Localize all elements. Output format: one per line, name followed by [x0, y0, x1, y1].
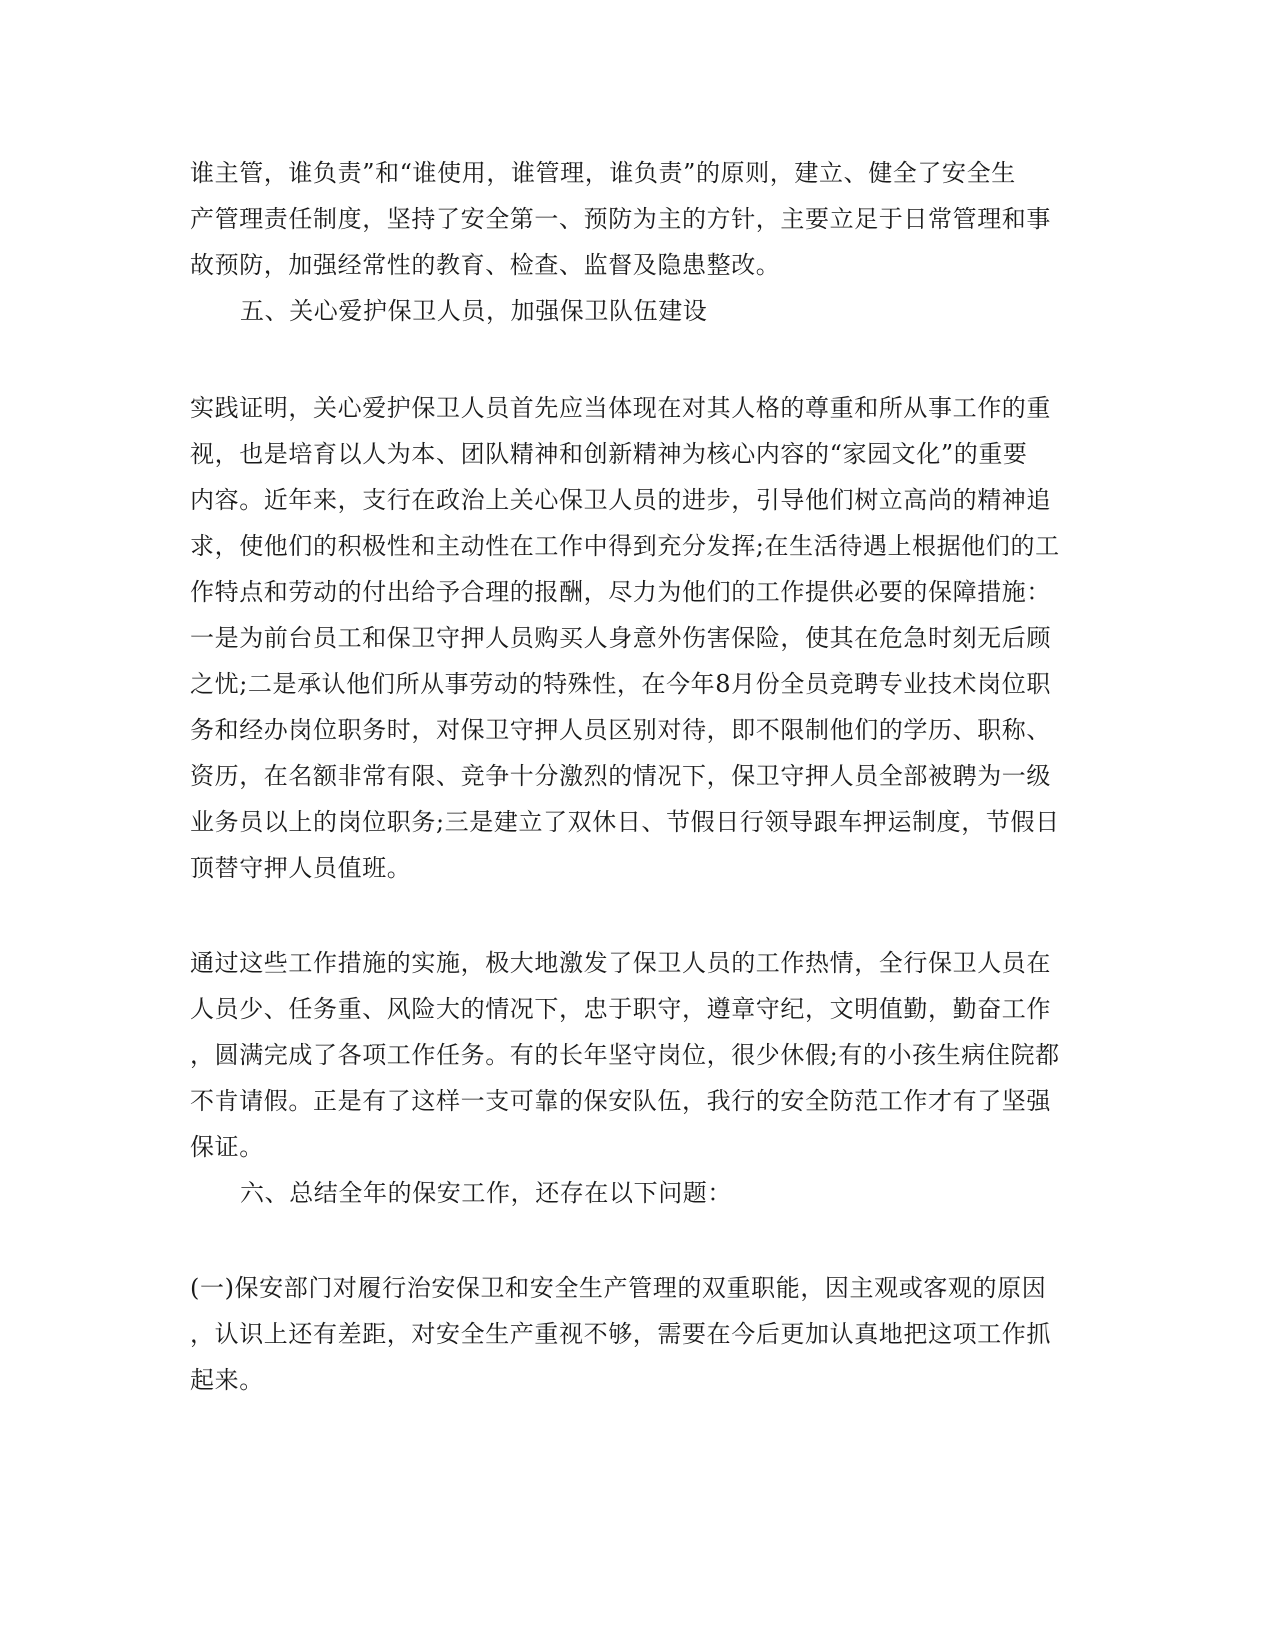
paragraph-line: 故预防，加强经常性的教育、检查、监督及隐患整改。 [190, 251, 781, 279]
paragraph-line: 起来。 [190, 1366, 264, 1394]
paragraph-line: 通过这些工作措施的实施，极大地激发了保卫人员的工作热情，全行保卫人员在 [190, 949, 1051, 977]
paragraph-line: 作特点和劳动的付出给予合理的报酬，尽力为他们的工作提供必要的保障措施： [190, 578, 1051, 606]
paragraph-line: 人员少、任务重、风险大的情况下，忠于职守，遵章守纪，文明值勤，勤奋工作 [190, 995, 1051, 1023]
paragraph-line: 实践证明，关心爱护保卫人员首先应当体现在对其人格的尊重和所从事工作的重 [190, 394, 1051, 422]
paragraph-line: 谁主管，谁负责”和“谁使用，谁管理，谁负责”的原则，建立、健全了安全生 [190, 159, 1016, 187]
paragraph-line: 不肯请假。正是有了这样一支可靠的保安队伍，我行的安全防范工作才有了坚强 [190, 1087, 1051, 1115]
paragraph-line: ，圆满完成了各项工作任务。有的长年坚守岗位，很少休假;有的小孩生病住院都 [190, 1041, 1060, 1069]
paragraph-line: 视，也是培育以人为本、团队精神和创新精神为核心内容的“家园文化”的重要 [190, 440, 1028, 468]
paragraph-line: 保证。 [190, 1133, 264, 1161]
paragraph-line: 务和经办岗位职务时，对保卫守押人员区别对待，即不限制他们的学历、职称、 [190, 716, 1051, 744]
paragraph-line: 求，使他们的积极性和主动性在工作中得到充分发挥;在生活待遇上根据他们的工 [190, 532, 1060, 560]
paragraph-line: 资历，在名额非常有限、竞争十分激烈的情况下，保卫守押人员全部被聘为一级 [190, 762, 1051, 790]
paragraph-line: 之忧;二是承认他们所从事劳动的特殊性，在今年8月份全员竞聘专业技术岗位职 [190, 670, 1051, 698]
paragraph-line: 顶替守押人员值班。 [190, 854, 412, 882]
paragraph-line: 业务员以上的岗位职务;三是建立了双休日、节假日行领导跟车押运制度，节假日 [190, 808, 1060, 836]
paragraph-line: 一是为前台员工和保卫守押人员购买人身意外伤害保险，使其在危急时刻无后顾 [190, 624, 1051, 652]
section-heading-6: 六、总结全年的保安工作，还存在以下问题： [240, 1179, 732, 1207]
section-heading-5: 五、关心爱护保卫人员，加强保卫队伍建设 [240, 297, 708, 325]
paragraph-line: ，认识上还有差距，对安全生产重视不够，需要在今后更加认真地把这项工作抓 [190, 1320, 1051, 1348]
paragraph-line: 产管理责任制度，坚持了安全第一、预防为主的方针，主要立足于日常管理和事 [190, 205, 1051, 233]
paragraph-line: 内容。近年来，支行在政治上关心保卫人员的进步，引导他们树立高尚的精神追 [190, 486, 1051, 514]
paragraph-line: (一)保安部门对履行治安保卫和安全生产管理的双重职能，因主观或客观的原因 [190, 1274, 1047, 1302]
